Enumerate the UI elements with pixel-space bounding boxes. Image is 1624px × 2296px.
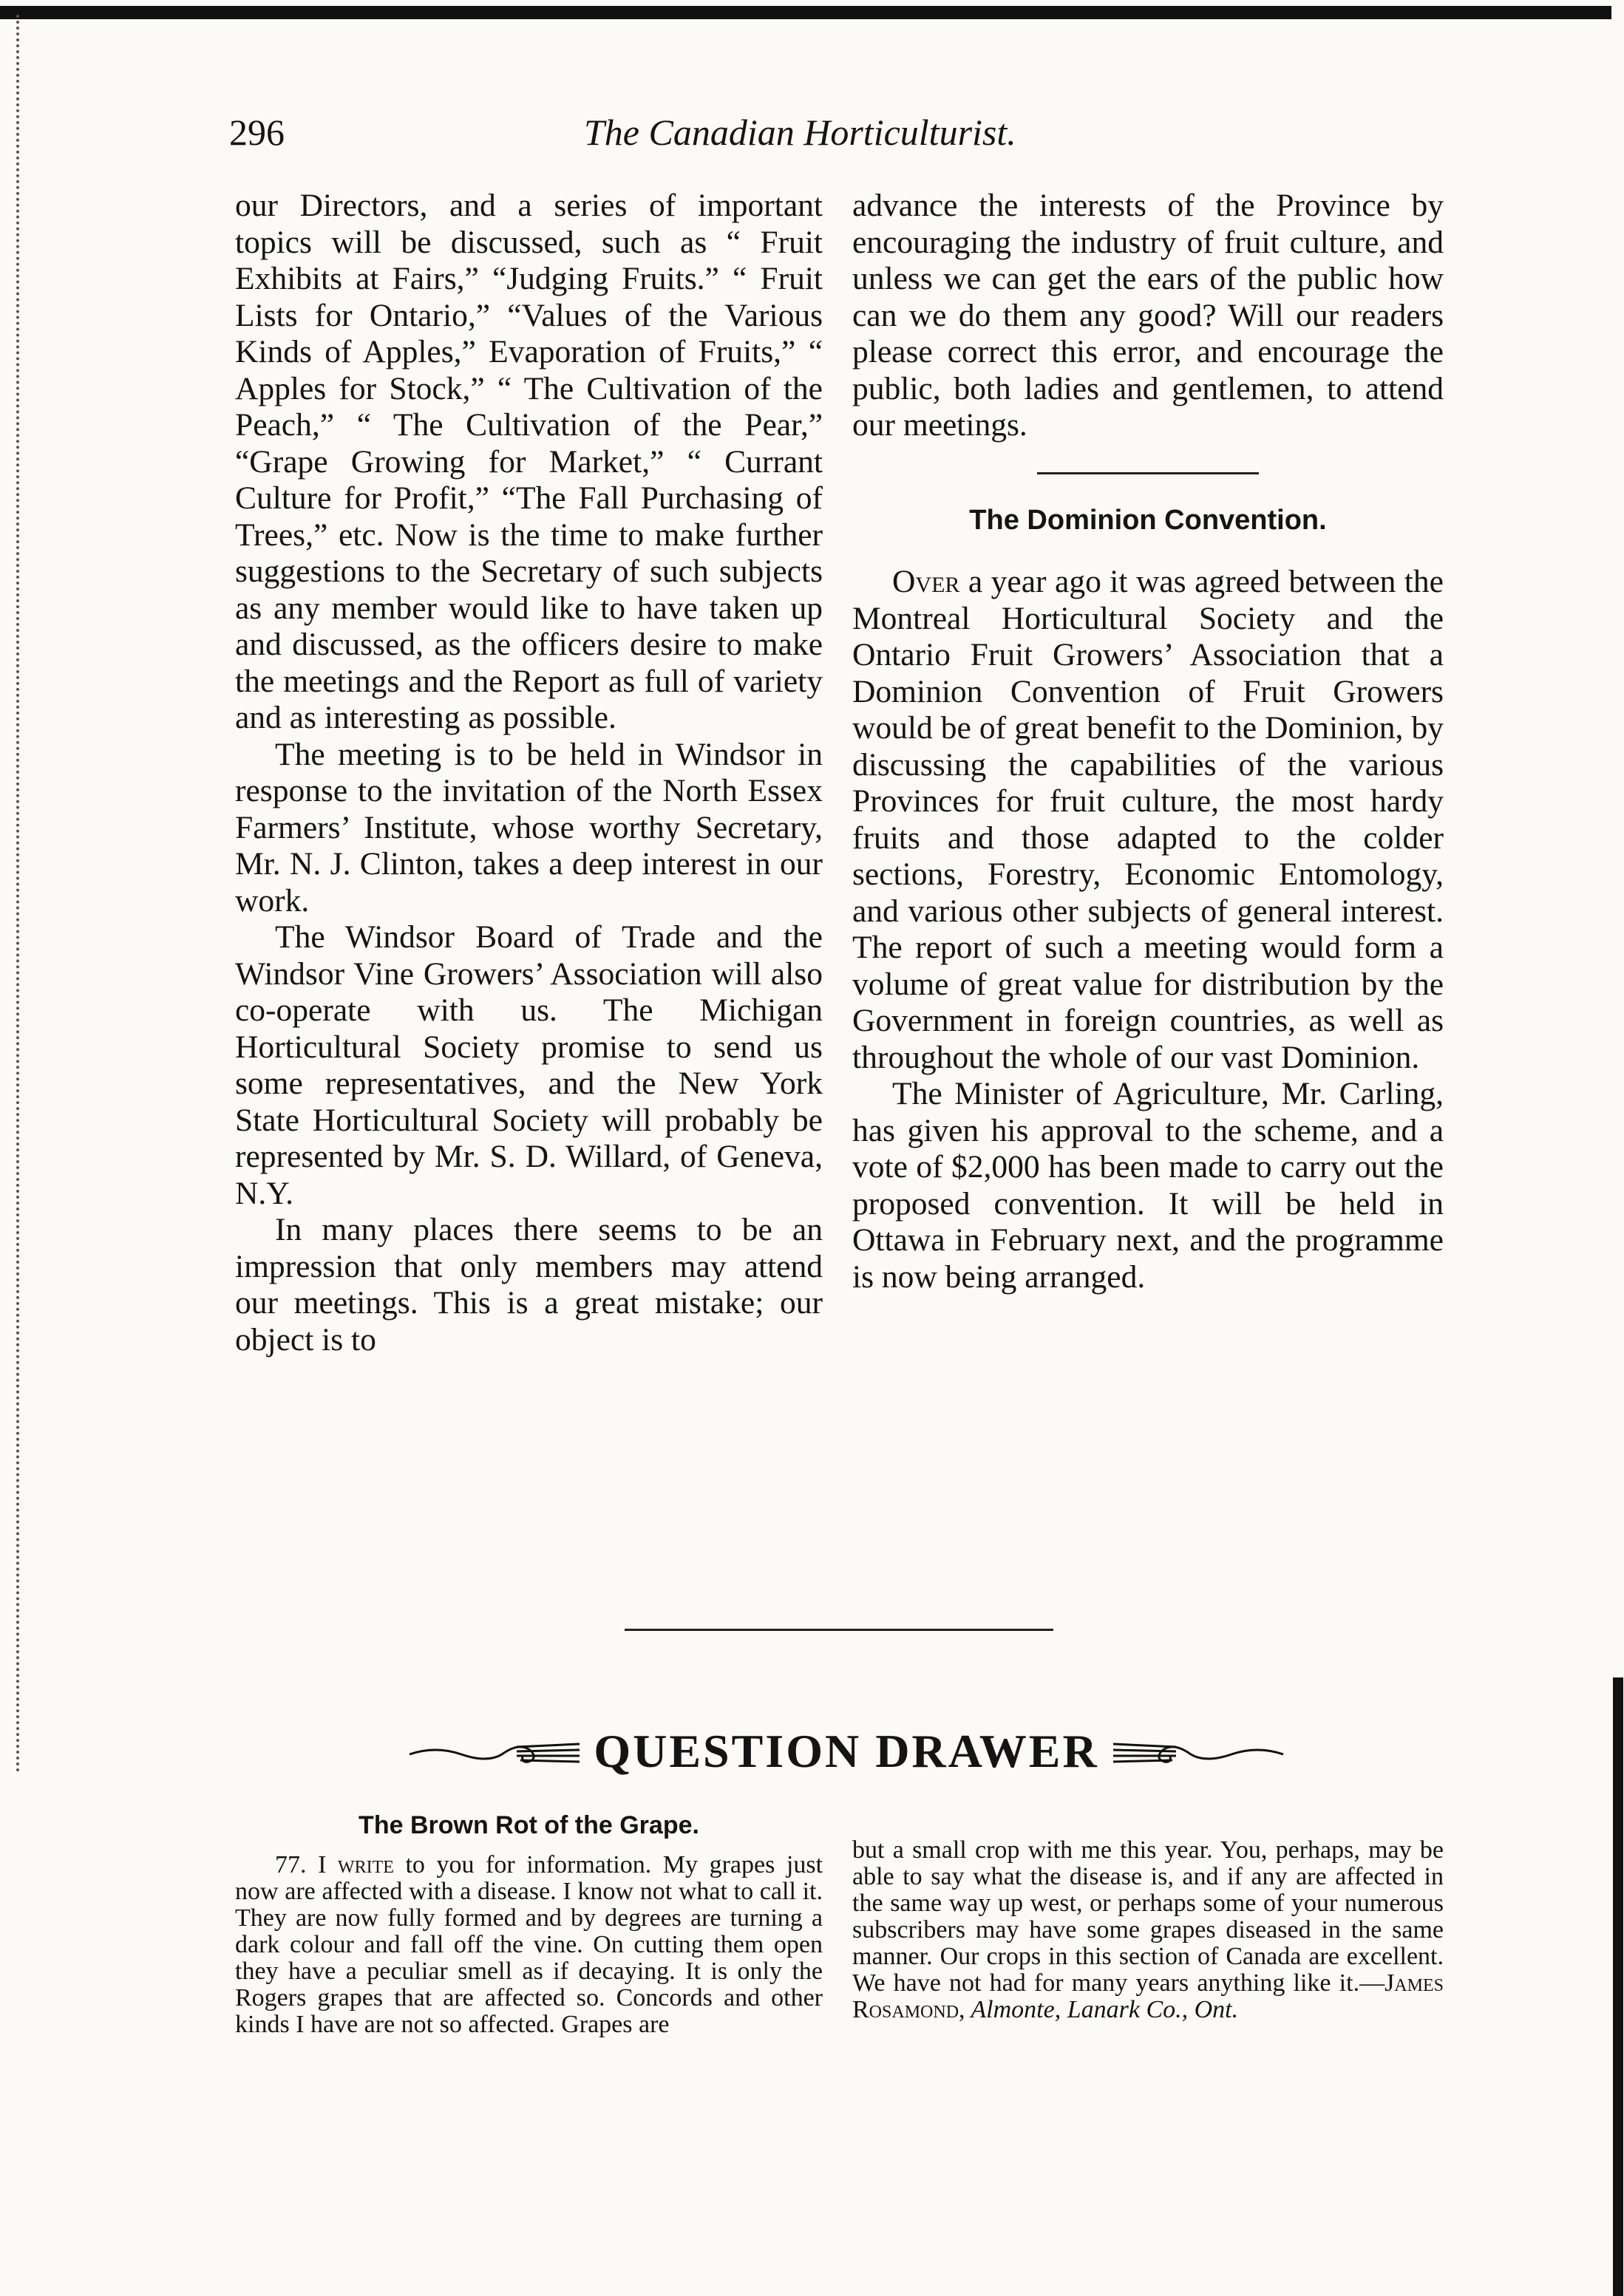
section-heading-dominion-convention: The Dominion Convention. [969,504,1327,536]
page-header [229,111,1439,170]
page-number: 296 [229,112,285,153]
paragraph-attendance: In many places there seems to be an impression that only members may attend our meetings. This is a great mistake; our object is to [235,1212,823,1357]
paragraph-windsor-meeting: The meeting is to be held in Windsor in response to the invitation of the North Essex Farmers’ Institute, whose worthy Secretary, Mr. N. J. Clinton, takes a deep interest in our work. [235,736,823,919]
correspondent-name: James Rosamond, [852,1969,1444,2023]
paragraph-convention-text: a year ago it was agreed between the Montreal Horticultural Society and the Ontario Fruit Growers’ Association that a Dominion Convention of Fruit Growers would be of great benefit to the Dominion, by discussing the capabilities of the various Provinces for fruit culture, the most hardy fruits and those adapted to the colder sections, Forestry, Economic Entomology, and various other subjects of general interest. The report of such a meeting would form a volume of great value for distribution by the Government in foreign countries, as well as throughout the whole of our vast Dominion. [852,564,1444,1075]
left-ornament-flourish-icon [406,1729,583,1774]
right-column [852,188,1444,1295]
question-heading-brown-rot: The Brown Rot of the Grape. [359,1811,699,1839]
correspondent-place: Almonte, Lanark Co., Ont. [965,1996,1239,2023]
right-edge-bar [1613,1677,1623,2296]
right-ornament-flourish-icon [1110,1729,1287,1774]
question-drawer-banner [355,1722,1338,1781]
paragraph-continuation: advance the interests of the Province by encouraging the industry of fruit culture, and unless we can get the ears of the public how can we do them any good? Will our readers please correct this error, and encourage the public, both ladies and gentlemen, to attend our meetings. [852,188,1444,443]
paragraph-topics: our Directors, and a series of important topics will be discussed, such as “ Fruit Exhibits at Fairs,” “Judging Fruits.” “ Fruit Lists for Ontario,” “Values of the Various Kinds of Apples,” Evaporation of Fruits,” “ Apples for Stock,” “ The Cultivation of the Peach,” “ The Cultivation of the Pear,” “Grape Growing for Market,” “ Currant Culture for Profit,” “The Fall Purchasing of Trees,” etc. Now is the time to make further suggestions to the Secretary of such subjects as any member would like to have taken up and discussed, as the officers desire to make the meetings and the Report as full of variety and as interesting as possible. [235,188,823,735]
running-title: The Canadian Horticulturist. [584,112,1016,153]
question-number: 77. [275,1851,307,1878]
paragraph-cooperation: The Windsor Board of Trade and the Windsor Vine Growers’ Association will also co-operate with us. The Michigan Horticultural Society promise to send us some representatives, and the New York State Horticultural Society will probably be represented by Mr. S. D. Willard, of Geneva, N.Y. [235,919,823,1211]
left-column [235,188,823,1358]
question-body-continued: but a small crop with me this year. You, perhaps, may be able to say what the disease is, and if any are affected in the same way up west, or perhaps some of your numerous subscribers may have some grapes diseased in the same manner. Our crops in this section of Canada are excellent. We have not had for many years anything like it.— [852,1836,1444,1997]
top-border-rule [0,6,1611,19]
question-text-part1 [235,1852,823,2038]
question-lead: I write [318,1851,394,1878]
question-drawer-title: QUESTION DRAWER [594,1725,1099,1777]
question-left-column [235,1810,823,2038]
paragraph-minister-approval: The Minister of Agriculture, Mr. Carling, has given his approval to the scheme, and a vote of $2,000 has been made to carry out the proposed convention. It will be held in Ottawa in February next, and the programme is now being arranged. [852,1076,1444,1295]
question-right-column [852,1837,1444,2023]
paragraph-convention-agreement [852,564,1444,1076]
question-body: to you for information. My grapes just now are affected with a disease. I know not what to call it. They are now fully formed and by degrees are turning a dark colour and fall off the vine. On cutting them open they have a peculiar smell as if decaying. It is only the Rogers grapes that are affected so. Concords and other kinds I have are not so affected. Grapes are [235,1851,823,2038]
left-page-edge [0,15,19,1774]
column-end-rule [625,1629,1053,1631]
section-divider [1037,472,1259,474]
lead-word: Over [892,564,960,599]
question-text-part2 [852,1837,1444,2023]
